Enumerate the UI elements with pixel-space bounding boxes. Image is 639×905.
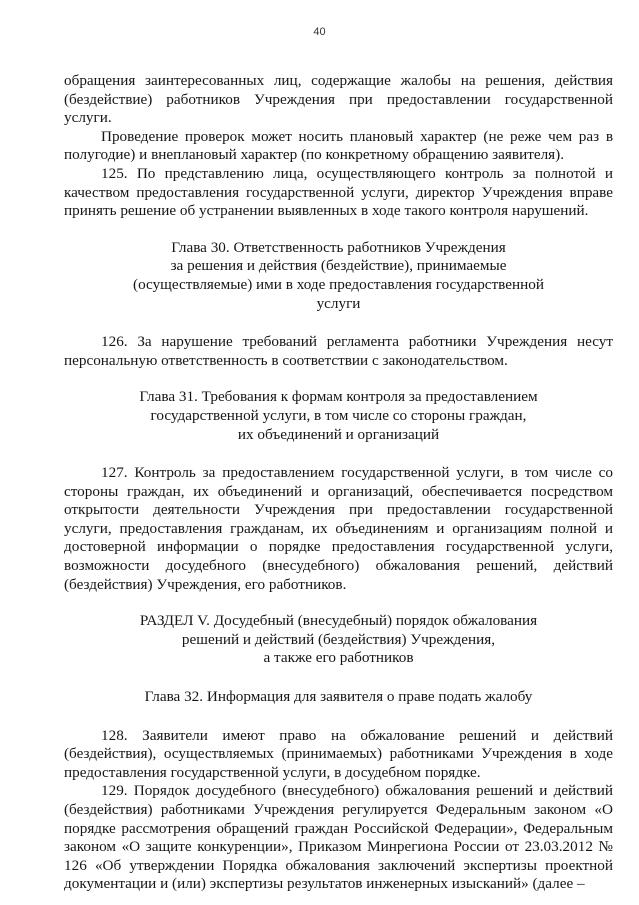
heading-line: (осуществляемые) ими в ходе предоставления государственной (133, 275, 544, 293)
heading-line: услуги (316, 294, 361, 312)
chapter-30-heading (64, 239, 613, 313)
heading-line: их объединений и организаций (237, 425, 440, 443)
paragraph-inspections: Проведение проверок может носить плановый характер (не реже чем раз в полугодие) и внеплановый характер (по конкретному обращению заявителя). (64, 127, 613, 164)
page-number: 40 (313, 26, 326, 38)
paragraph-complaints-continuation: обращения заинтересованных лиц, содержащие жалобы на решения, действия (бездействие) работников Учреждения при предоставлении государственной услуги. (64, 72, 613, 127)
document-body (64, 72, 613, 894)
heading-line: решений и действий (бездействия) Учреждения, (181, 630, 496, 648)
paragraph-126: 126. За нарушение требований регламента работники Учреждения несут персональную ответственность в соответствии с законодательством. (64, 333, 613, 369)
heading-line: Глава 31. Требования к формам контроля за предоставлением (139, 388, 538, 406)
heading-line: Глава 32. Информация для заявителя о праве подать жалобу (144, 688, 533, 706)
heading-line: за решения и действия (бездействие), принимаемые (170, 257, 507, 275)
paragraph-125: 125. По представлению лица, осуществляющего контроль за полнотой и качеством предоставления государственной услуги, директор Учреждения вправе принять решение об устранении выявленных в ходе такого контроля нарушений. (64, 164, 613, 220)
paragraph-128: 128. Заявители имеют право на обжалование решений и действий (бездействия), осуществляемых (принимаемых) работниками Учреждения в ходе предоставления государственной услуги, в досудебном порядке. (64, 726, 613, 781)
heading-line: Глава 30. Ответственность работников Учреждения (171, 238, 506, 256)
section-5-heading (64, 612, 613, 668)
heading-line: а также его работников (263, 649, 414, 667)
heading-line: государственной услуги, в том числе со стороны граждан, (150, 406, 527, 424)
chapter-32-heading (64, 688, 613, 707)
heading-line: РАЗДЕЛ V. Досудебный (внесудебный) порядок обжалования (139, 612, 538, 630)
paragraph-127: 127. Контроль за предоставлением государственной услуги, в том числе со стороны граждан, их объединений и организаций, обеспечивается посредством открытости деятельности Учреждения при предоставлении государственной услуги, предоставления гражданам, их объединениям и организациям полной и достоверной информации о порядке предоставления государственной услуги, возможности досудебного (внесудебного) обжалования решений, действий (бездействия) Учреждения, его работников. (64, 464, 613, 593)
paragraph-129: 129. Порядок досудебного (внесудебного) обжалования решений и действий (бездействия) работниками Учреждения регулируется Федеральным законом «О порядке рассмотрения обращений граждан Российской Федерации», Федеральным законом «О защите конкуренции», Приказом Минрегиона России от 23.03.2012 № 126 «Об утверждении Порядка обжалования заключений экспертизы проектной документации и (или) экспертизы результатов инженерных изысканий» (далее – (64, 782, 613, 893)
chapter-31-heading (64, 388, 613, 444)
